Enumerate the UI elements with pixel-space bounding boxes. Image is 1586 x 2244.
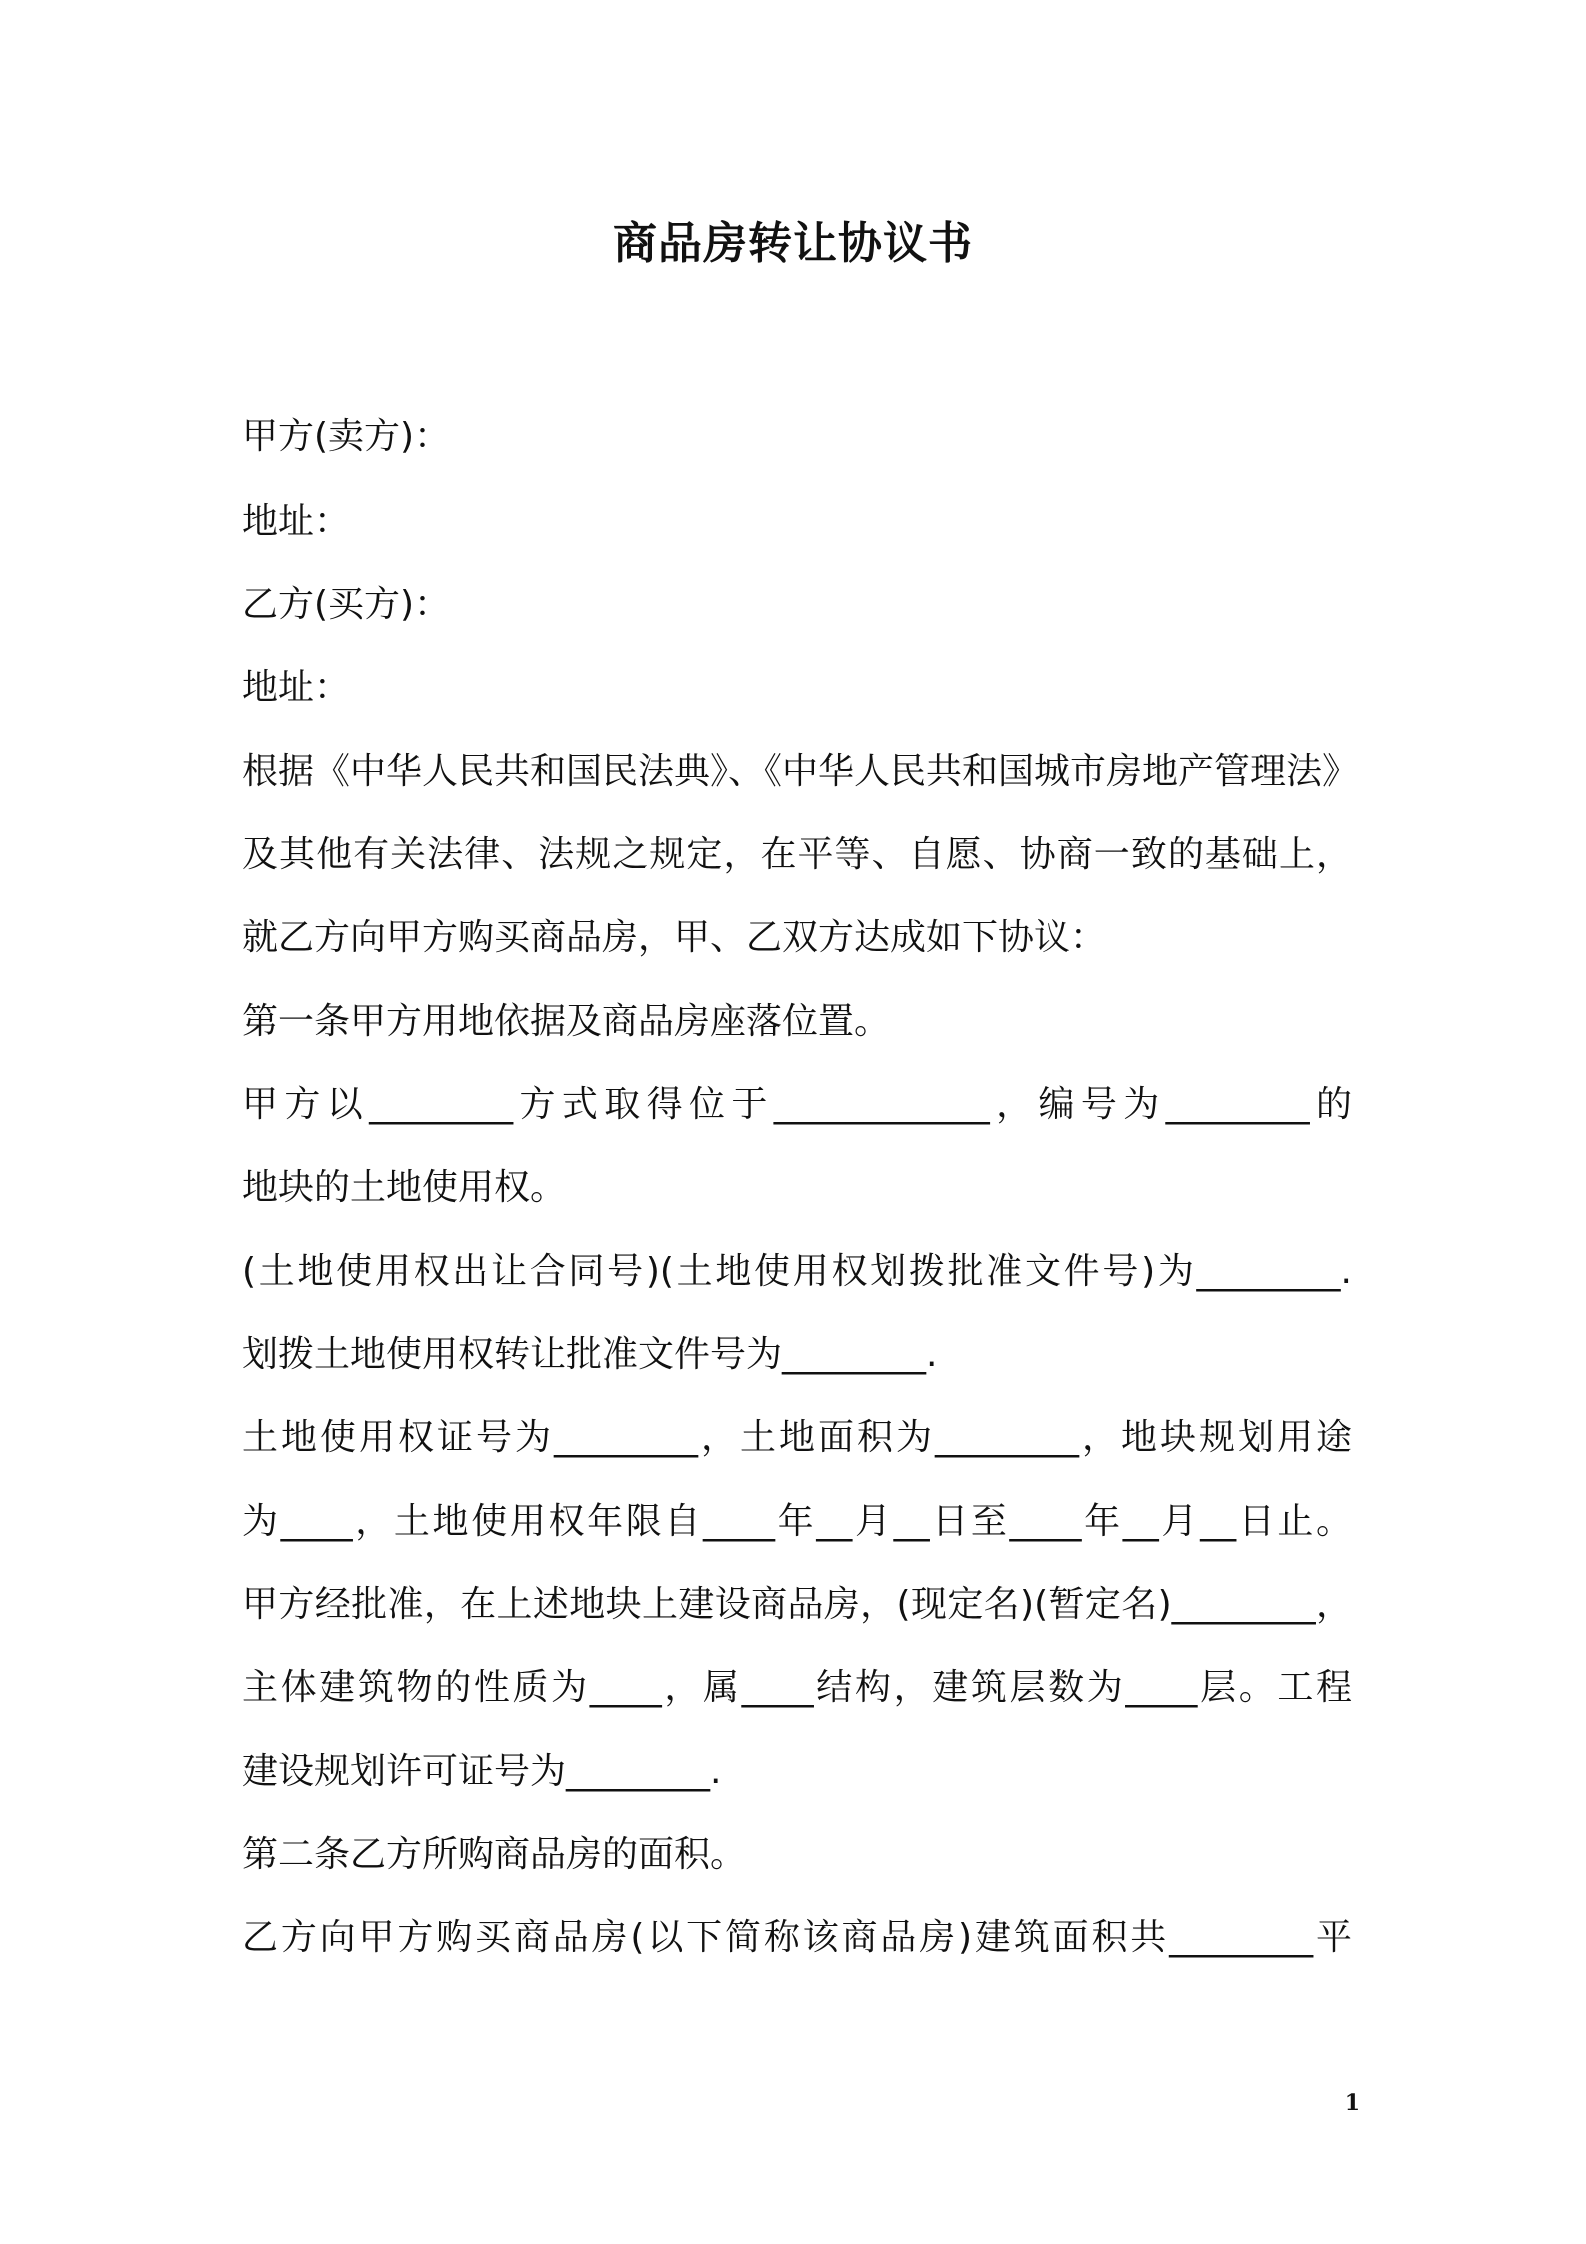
document-title: 商品房转让协议书 [613, 218, 973, 269]
article-1-line-7: 甲方经批准，在上述地块上建设商品房，(现定名)(暂定名)________， [242, 1584, 1352, 1625]
article-1-line-6: 为____，土地使用权年限自____年__月__日至____年__月__日止。 [242, 1501, 1352, 1542]
preamble-line-1: 根据《中华人民共和国民法典》、《中华人民共和国城市房地产管理法》 [242, 751, 1359, 792]
article-1-line-2: 地块的土地使用权。 [242, 1167, 567, 1208]
article-1-line-1: 甲方以________方式取得位于____________，编号为________的 [242, 1084, 1352, 1125]
article-1-line-8: 主体建筑物的性质为____，属____结构，建筑层数为____层。工程 [242, 1667, 1352, 1708]
article-2-heading: 第二条乙方所购商品房的面积。 [242, 1834, 747, 1875]
article-1-line-3: (土地使用权出让合同号)(土地使用权划拨批准文件号)为________. [242, 1251, 1352, 1292]
page-number: 1 [1344, 2090, 1360, 2116]
preamble-line-3: 就乙方向甲方购买商品房，甲、乙双方达成如下协议： [242, 917, 1107, 958]
article-1-line-4: 划拨土地使用权转让批准文件号为________. [242, 1334, 938, 1375]
seller-party-line: 甲方(卖方)： [242, 416, 451, 457]
buyer-party-line: 乙方(买方)： [242, 584, 451, 625]
article-1-line-5: 土地使用权证号为________，土地面积为________，地块规划用途 [242, 1417, 1352, 1458]
buyer-address-line: 地址： [242, 667, 351, 708]
article-2-line-1: 乙方向甲方购买商品房(以下简称该商品房)建筑面积共________平 [242, 1917, 1352, 1958]
article-1-line-9: 建设规划许可证号为________. [242, 1751, 722, 1792]
article-1-heading: 第一条甲方用地依据及商品房座落位置。 [242, 1001, 891, 1042]
seller-address-line: 地址： [242, 501, 351, 542]
preamble-line-2: 及其他有关法律、法规之规定，在平等、自愿、协商一致的基础上， [242, 834, 1352, 875]
